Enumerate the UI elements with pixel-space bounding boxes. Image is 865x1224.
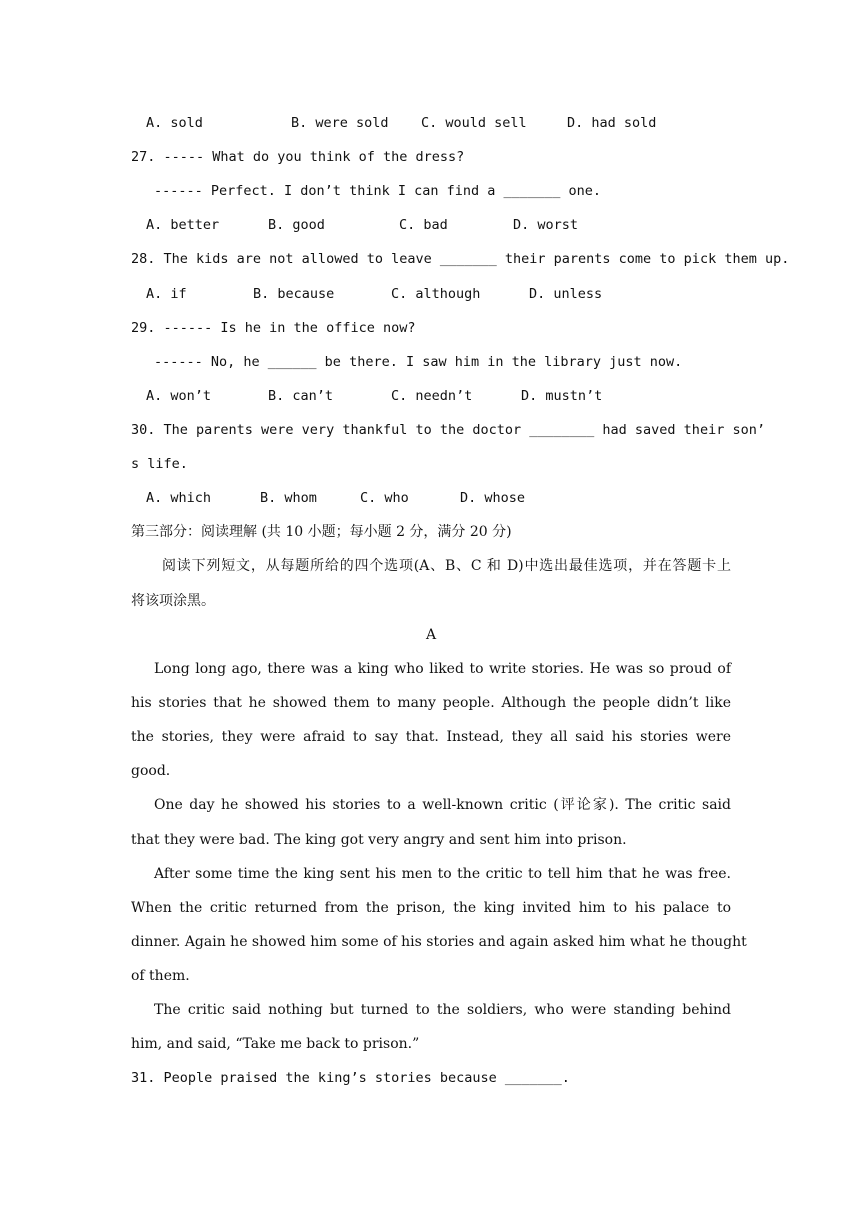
q29-option-b: B. can’t xyxy=(268,388,334,404)
passage-line: One day he showed his stories to a well-known critic (评论家). The critic said xyxy=(154,797,731,813)
passage-line: him, and said, “Take me back to prison.” xyxy=(131,1036,420,1052)
q29-reply: ------ No, he ______ be there. I saw him in the library just now. xyxy=(154,354,683,370)
q26-option-b: B. were sold xyxy=(291,115,389,131)
passage-line: When the critic returned from the prison, the king invited him to his palace to xyxy=(131,900,731,916)
passage-line: dinner. Again he showed him some of his stories and again asked him what he thought xyxy=(131,934,747,950)
q27-option-b: B. good xyxy=(268,217,325,233)
q26-option-a: A. sold xyxy=(146,115,203,131)
q30-option-d: D. whose xyxy=(460,490,526,506)
section3-instruction-line1: 阅读下列短文，从每题所给的四个选项(A、B、C 和 D)中选出最佳选项，并在答题卡上 xyxy=(162,558,731,574)
q28-stem: 28. The kids are not allowed to leave _______ their parents come to pick them up. xyxy=(131,251,790,267)
passage-line: Long long ago, there was a king who liked to write stories. He was so proud of xyxy=(154,661,731,677)
section3-instruction-line2: 将该项涂黑。 xyxy=(131,593,215,609)
passage-line: that they were bad. The king got very angry and sent him into prison. xyxy=(131,832,627,848)
q27-option-d: D. worst xyxy=(513,217,579,233)
q28-option-d: D. unless xyxy=(529,286,603,302)
q28-option-a: A. if xyxy=(146,286,187,302)
q27-stem: 27. ----- What do you think of the dress? xyxy=(131,149,465,165)
passage-line: The critic said nothing but turned to the soldiers, who were standing behind xyxy=(154,1002,731,1018)
q31-stem: 31. People praised the king’s stories because _______. xyxy=(131,1070,570,1086)
q30-stem-line2: s life. xyxy=(131,456,188,472)
q30-option-c: C. who xyxy=(360,490,409,506)
q27-reply: ------ Perfect. I don’t think I can find a _______ one. xyxy=(154,183,602,199)
section3-heading: 第三部分：阅读理解 (共 10 小题；每小题 2 分，满分 20 分) xyxy=(131,524,512,540)
q28-option-c: C. although xyxy=(391,286,481,302)
passage-line: After some time the king sent his men to the critic to tell him that he was free. xyxy=(154,866,731,882)
q26-option-d: D. had sold xyxy=(567,115,657,131)
q27-option-a: A. better xyxy=(146,217,220,233)
q26-option-c: C. would sell xyxy=(421,115,527,131)
q30-option-b: B. whom xyxy=(260,490,317,506)
q29-stem: 29. ------ Is he in the office now? xyxy=(131,320,416,336)
q29-option-a: A. won’t xyxy=(146,388,212,404)
q30-stem-line1: 30. The parents were very thankful to the doctor ________ had saved their son’ xyxy=(131,422,765,438)
q29-option-c: C. needn’t xyxy=(391,388,473,404)
q29-option-d: D. mustn’t xyxy=(521,388,603,404)
passage-line: of them. xyxy=(131,968,190,984)
q27-option-c: C. bad xyxy=(399,217,448,233)
passage-line: his stories that he showed them to many people. Although the people didn’t like xyxy=(131,695,731,711)
q30-option-a: A. which xyxy=(146,490,212,506)
passage-label: A xyxy=(426,627,437,643)
passage-line: the stories, they were afraid to say that. Instead, they all said his stories were xyxy=(131,729,731,745)
passage-line: good. xyxy=(131,763,171,779)
q28-option-b: B. because xyxy=(253,286,335,302)
